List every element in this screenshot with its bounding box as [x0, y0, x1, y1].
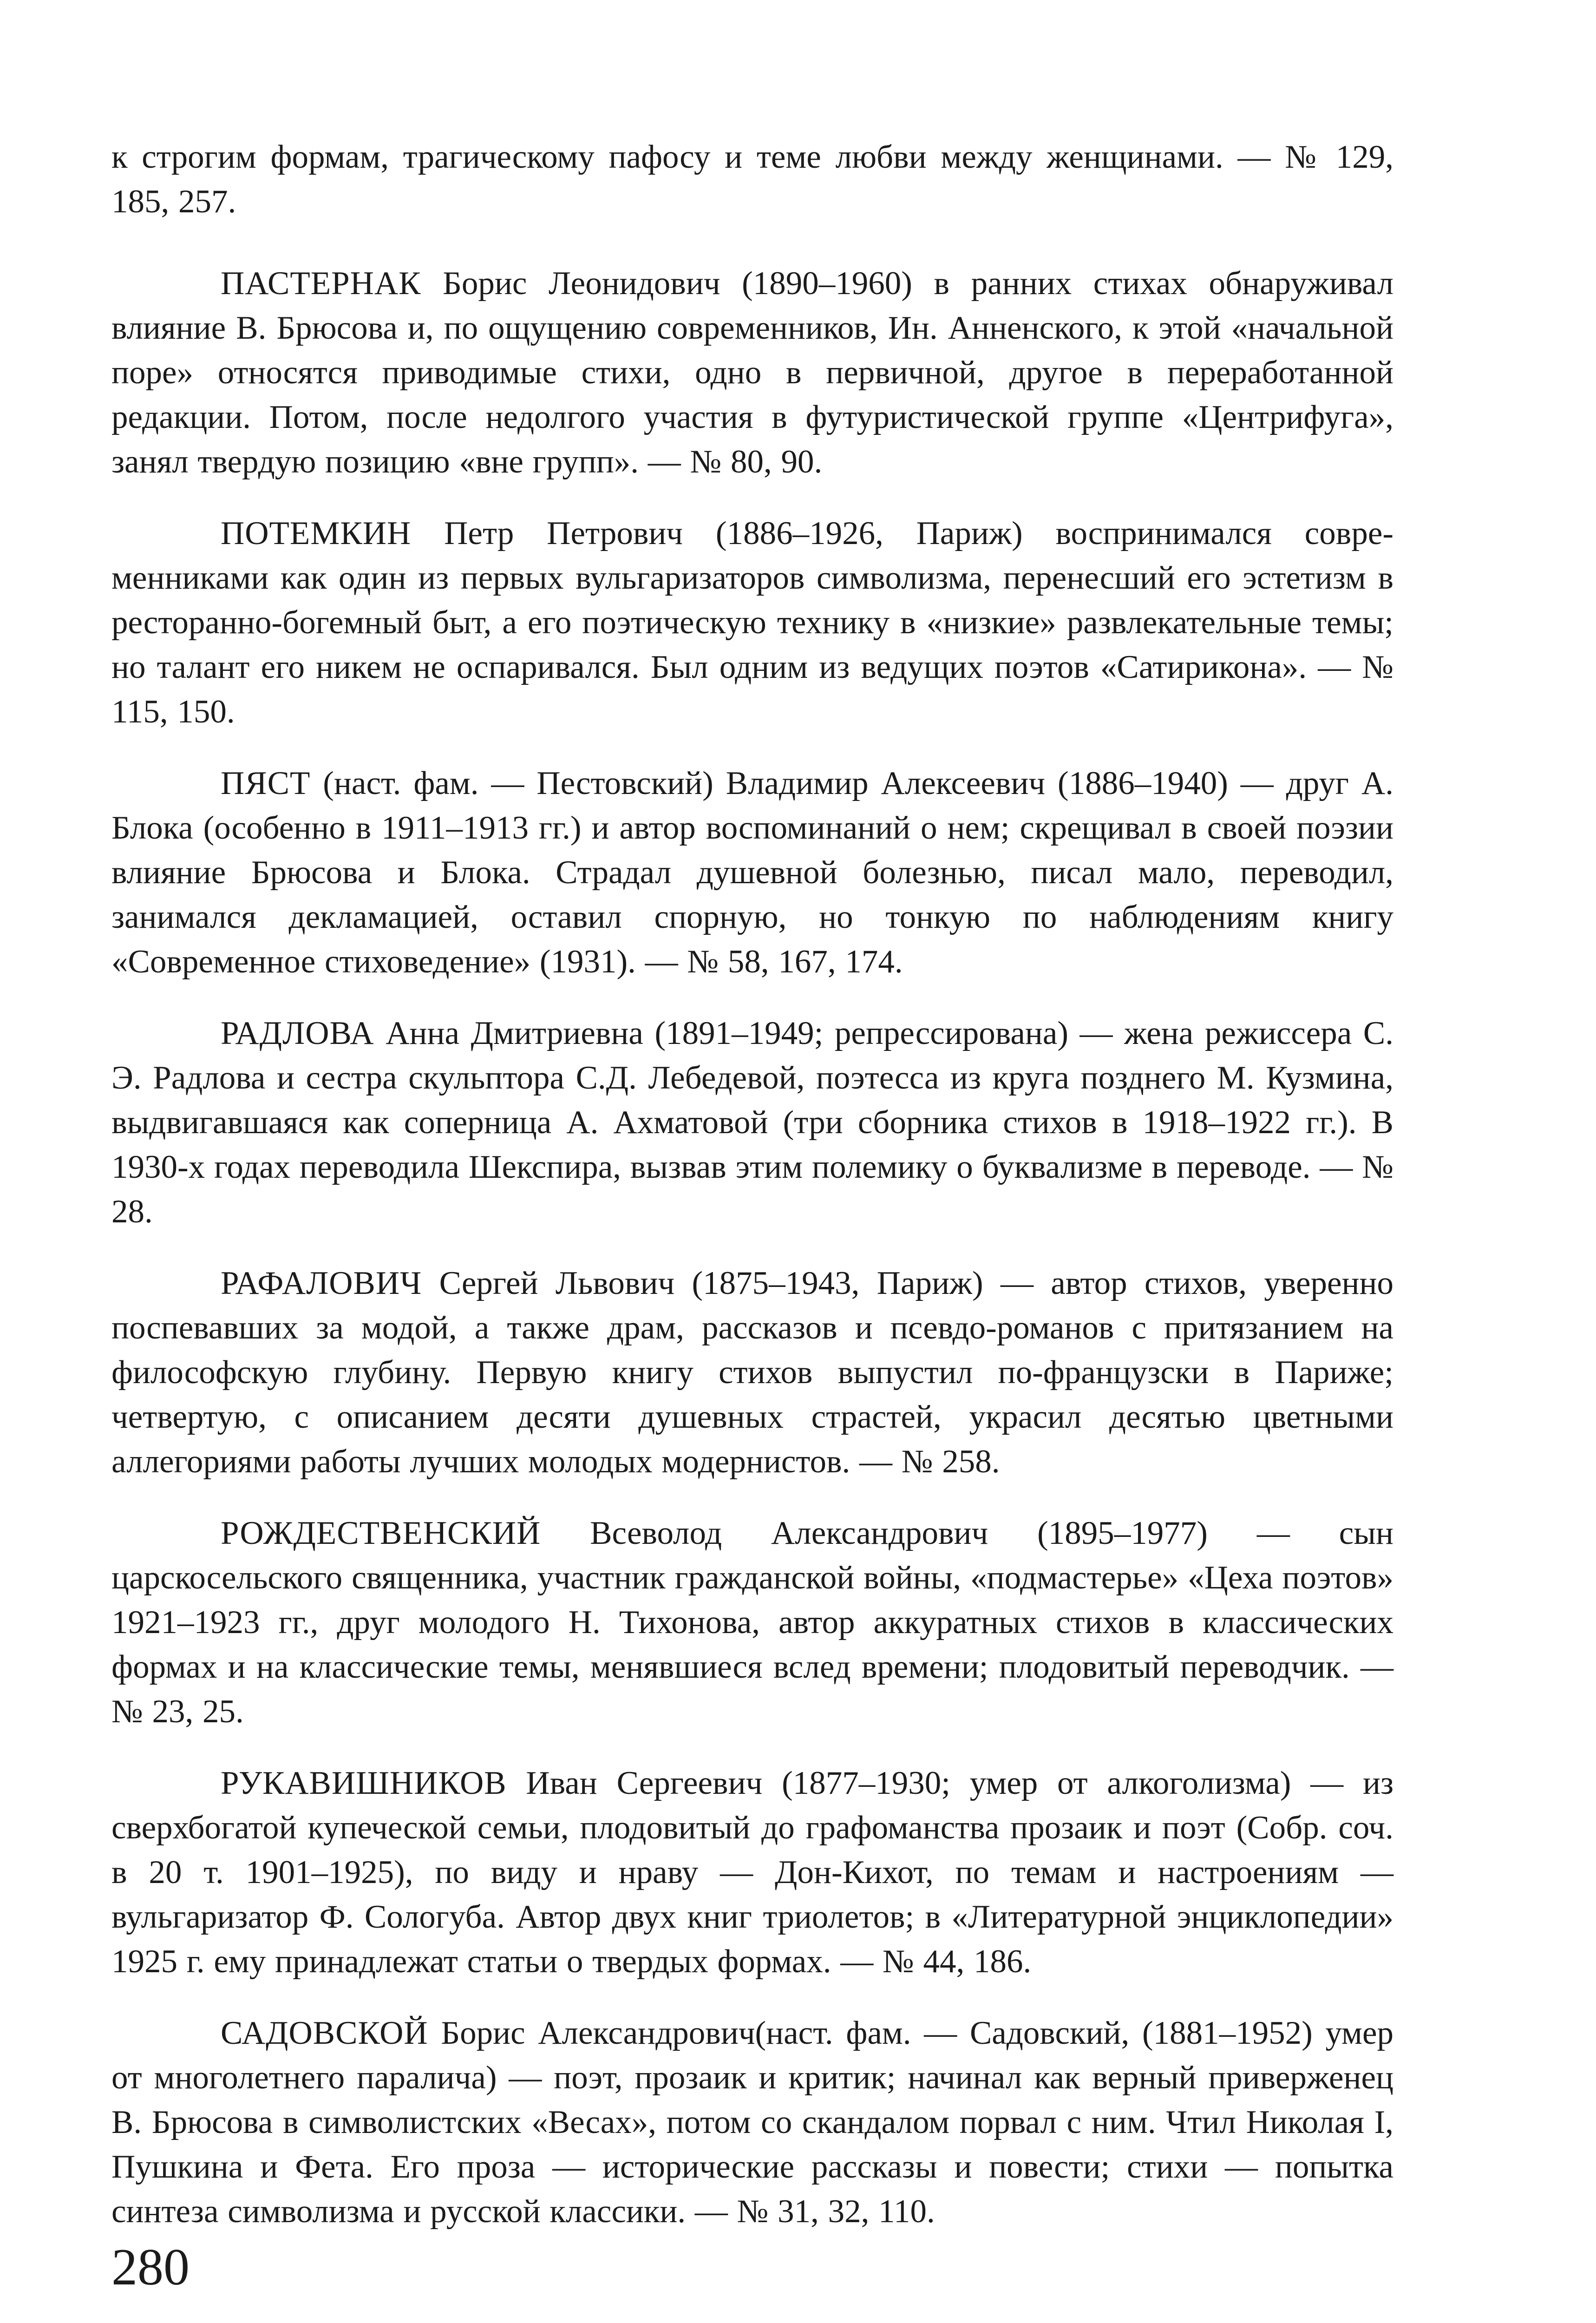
entry-headword: РАФАЛОВИЧ [221, 1265, 422, 1301]
entry-sadovskoy [111, 2011, 1393, 2234]
book-page [111, 135, 1393, 2323]
entry-headword: РАДЛОВА [221, 1015, 374, 1051]
entry-text: Всеволод Александрович (1895–1977) — сын царскосельского священника, участник гражданской войны, «подмастерье» «Цеха поэтов» 1921–1923 гг., друг молодого Н. Тихонова, автор аккуратных стихов в классических формах и на классические темы, менявшиеся вслед времени; плодовитый переводчик. — № 23, 25. [111, 1515, 1393, 1730]
entry-headword: РОЖДЕСТВЕНСКИЙ [221, 1515, 541, 1551]
paragraph-text: к строгим формам, трагическому пафосу и теме любви между женщинами. — № 129, 185, 257. [111, 139, 1393, 220]
entry-text: Анна Дмитриевна (1891–1949; репрессирована) — жена режиссера С. Э. Радлова и сестра скульптора С.Д. Лебедевой, поэтесса из круга позднего М. Кузмина, выдвигавшаяся как соперница А. Ахматовой (три сборника стихов в 1918–1922 гг.). В 1930-х годах переводила Шекспира, вызвав этим полемику о буквализме в переводе. — № 28. [111, 1015, 1393, 1230]
entry-text: Сергей Львович (1875–1943, Париж) — автор стихов, уверенно поспевавших за модой, а также драм, рассказов и псевдо-романов с притязанием на философскую глубину. Первую книгу стихов выпустил по-французски в Париже; четвертую, с описанием десяти душевных страстей, украсил десятью цветными аллегориями работы лучших молодых модернистов. — № 258. [111, 1265, 1393, 1480]
entry-text: Борис Александрович(наст. фам. — Садовский, (1881–1952) умер от многолетнего паралича) — поэт, прозаик и критик; начинал как верный приверженец В. Брюсова в символистских «Весах», потом со скандалом порвал с ним. Чтил Николая I, Пушкина и Фета. Его проза — исторические рассказы и повести; стихи — попытка синтеза символизма и русской классики. — № 31, 32, 110. [111, 2015, 1393, 2230]
entry-headword: САДОВСКОЙ [221, 2015, 428, 2051]
entry-text: Борис Леонидович (1890–1960) в ранних стихах обнаруживал влияние В. Брюсова и, по ощущению современников, Ин. Анненского, к этой «начальной поре» относятся приводимые стихи, одно в первичной, другое в переработанной редакции. Потом, после недолгого участия в футуристической группе «Центрифуга», занял твердую позицию «вне групп». — № 80, 90. [111, 265, 1393, 480]
entry-potemkin [111, 511, 1393, 734]
paragraph-continuation [111, 135, 1393, 224]
page-number: 280 [111, 2238, 190, 2296]
entry-headword: ПОТЕМКИН [221, 515, 412, 551]
entry-headword: ПАСТЕРНАК [221, 265, 421, 302]
entry-radlova [111, 1011, 1393, 1234]
entry-text: Петр Петрович (1886–1926, Париж) воспринимался современниками как один из первых вульгаризаторов символизма, перенесший его эстетизм в ресторанно-богемный быт, а его поэтическую технику в «низкие» развлекательные темы; но талант его никем не оспаривался. Был одним из ведущих поэтов «Сатирикона». — № 115, 150. [111, 515, 1393, 730]
entry-rozhdestvensky [111, 1511, 1393, 1734]
entry-headword: РУКАВИШНИКОВ [221, 1765, 507, 1801]
entry-pyast [111, 761, 1393, 984]
text-column [111, 135, 1393, 2261]
entry-text: Иван Сергеевич (1877–1930; умер от алкоголизма) — из сверхбогатой купеческой семьи, плодовитый до графоманства прозаик и поэт (Собр. соч. в 20 т. 1901–1925), по виду и нраву — Дон-Кихот, по темам и настроениям — вульгаризатор Ф. Сологуба. Автор двух книг триолетов; в «Литературной энциклопедии» 1925 г. ему принадлежат статьи о твердых формах. — № 44, 186. [111, 1765, 1393, 1980]
entry-text: (наст. фам. — Пестовский) Владимир Алексеевич (1886–1940) — друг А. Блока (особенно в 1911–1913 гг.) и автор воспоминаний о нем; скрещивал в своей поэзии влияние Брюсова и Блока. Страдал душевной болезнью, писал мало, переводил, занимался декламацией, оставил спорную, но тонкую по наблюдениям книгу «Современное стиховедение» (1931). — № 58, 167, 174. [111, 765, 1393, 980]
entry-rukavishnikov [111, 1761, 1393, 1984]
entry-rafalovich [111, 1261, 1393, 1484]
entry-headword: ПЯСТ [221, 765, 311, 801]
entry-pasternak [111, 261, 1393, 484]
